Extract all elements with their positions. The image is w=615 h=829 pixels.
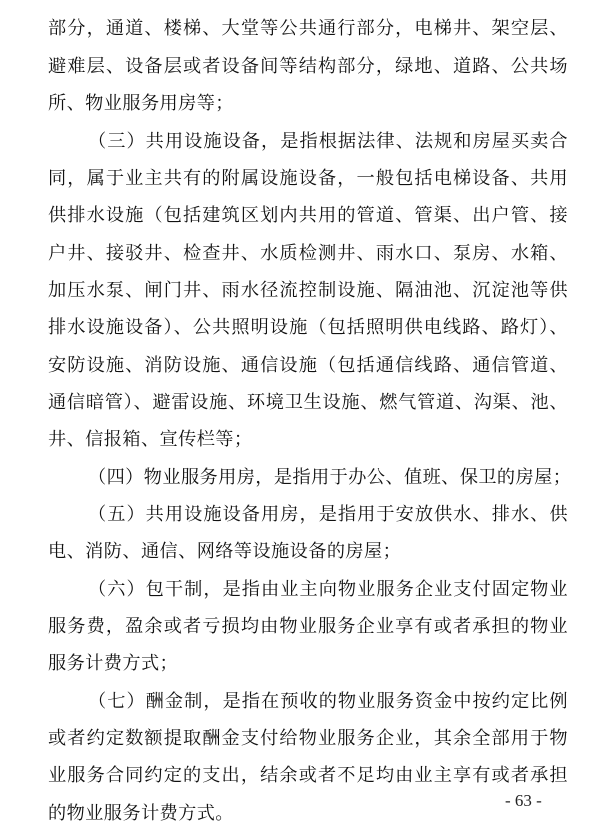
body-line: （六）包干制，是指由业主向物业服务企业支付固定物业 (88, 579, 568, 600)
body-line: 服务费，盈余或者亏损均由物业服务企业享有或者承担的物业 (48, 616, 568, 637)
body-line: 排水设施设备）、公共照明设施（包括照明供电线路、路灯）、 (48, 317, 568, 338)
body-line: （三）共用设施设备，是指根据法律、法规和房屋买卖合 (88, 131, 568, 152)
body-line: 避难层、设备层或者设备间等结构部分，绿地、道路、公共场 (48, 56, 568, 77)
body-line: （七）酬金制，是指在预收的物业服务资金中按约定比例 (88, 691, 568, 712)
body-line: 安防设施、消防设施、通信设施（包括通信线路、通信管道、 (48, 355, 568, 376)
body-line: 部分，通道、楼梯、大堂等公共通行部分，电梯井、架空层、 (48, 18, 568, 39)
body-line: 所、物业服务用房等； (48, 93, 234, 114)
page-number: - 63 - (505, 791, 542, 810)
body-line: 加压水泵、闸门井、雨水径流控制设施、隔油池、沉淀池等供 (48, 280, 568, 301)
body-line: （五）共用设施设备用房，是指用于安放供水、排水、供 (88, 504, 568, 525)
body-line: 服务计费方式； (48, 653, 179, 674)
body-line: 或者约定数额提取酬金支付给物业服务企业，其余全部用于物 (48, 728, 568, 749)
body-line: 井、信报箱、宣传栏等； (48, 429, 253, 450)
body-line: 户井、接驳井、检查井、水质检测井、雨水口、泵房、水箱、 (48, 243, 568, 264)
body-line: 业服务合同约定的支出，结余或者不足均由业主享有或者承担 (48, 765, 568, 786)
body-line: 供排水设施（包括建筑区划内共用的管道、管渠、出户管、接 (48, 205, 568, 226)
body-line: 的物业服务计费方式。 (48, 803, 234, 824)
body-line: 电、消防、通信、网络等设施设备的房屋； (48, 541, 402, 562)
body-line: 通信暗管）、避雷设施、环境卫生设施、燃气管道、沟渠、池、 (48, 392, 568, 413)
body-line: 同，属于业主共有的附属设施设备，一般包括电梯设备、共用 (48, 168, 568, 189)
body-line: （四）物业服务用房，是指用于办公、值班、保卫的房屋； (88, 467, 572, 488)
